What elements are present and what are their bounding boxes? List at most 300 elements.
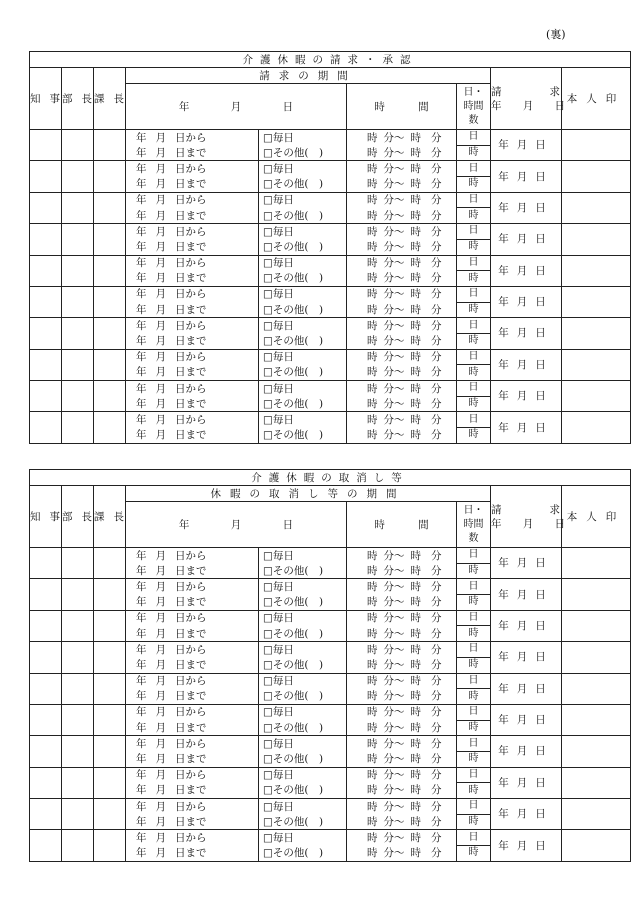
seal-field[interactable] <box>562 286 631 317</box>
request-date-field[interactable]: 年月日 <box>491 224 562 255</box>
other-checkbox[interactable]: □その他( ) <box>259 720 347 736</box>
approver-stamp-governor[interactable] <box>30 192 62 223</box>
unit-hour-field[interactable]: 時 <box>457 751 491 767</box>
seal-field[interactable] <box>562 704 631 735</box>
unit-hour-field[interactable]: 時 <box>457 783 491 799</box>
daily-checkbox[interactable]: □毎日 <box>259 673 347 689</box>
unit-day-field[interactable]: 日 <box>457 736 491 752</box>
seal-header: 本人印 <box>562 68 631 130</box>
request-date-field[interactable]: 年月日 <box>491 579 562 610</box>
other-checkbox[interactable]: □その他( ) <box>259 271 347 287</box>
seal-field[interactable] <box>562 130 631 161</box>
time-from-field[interactable]: 時 分～ 時 分 <box>347 642 457 658</box>
to-date-field[interactable]: 年 月 日まで <box>126 846 259 862</box>
approver-stamp-governor[interactable] <box>30 548 62 579</box>
from-date-field[interactable]: 年 月 日から <box>126 799 259 815</box>
approver-director: 部長 <box>62 486 94 548</box>
to-date-field[interactable]: 年 月 日まで <box>126 689 259 705</box>
approver-stamp-director[interactable] <box>62 704 94 735</box>
unit-hour-field[interactable]: 時 <box>457 720 491 736</box>
approver-stamp-governor[interactable] <box>30 224 62 255</box>
unit-hour-field[interactable]: 時 <box>457 333 491 349</box>
from-date-field[interactable]: 年 月 日から <box>126 286 259 302</box>
unit-day-field[interactable]: 日 <box>457 767 491 783</box>
table-row <box>30 412 631 428</box>
unit-day-field[interactable]: 日 <box>457 130 491 146</box>
unit-day-field[interactable]: 日 <box>457 799 491 815</box>
other-checkbox[interactable]: □その他( ) <box>259 302 347 318</box>
time-from-field[interactable]: 時 分～ 時 分 <box>347 610 457 626</box>
unit-hour-field[interactable]: 時 <box>457 208 491 224</box>
other-checkbox[interactable]: □その他( ) <box>259 689 347 705</box>
approver-stamp-manager[interactable] <box>94 799 126 830</box>
approver-stamp-governor[interactable] <box>30 412 62 443</box>
daily-checkbox[interactable]: □毎日 <box>259 548 347 564</box>
time-from-field[interactable]: 時 分～ 時 分 <box>347 412 457 428</box>
time-from-field[interactable]: 時 分～ 時 分 <box>347 381 457 397</box>
time-from-field[interactable]: 時 分～ 時 分 <box>347 255 457 271</box>
time-to-field[interactable]: 時 分～ 時 分 <box>347 428 457 444</box>
approver-stamp-governor[interactable] <box>30 579 62 610</box>
request-date-field[interactable]: 年月日 <box>491 255 562 286</box>
request-date-field[interactable]: 年月日 <box>491 642 562 673</box>
table-row <box>30 767 631 783</box>
unit-day-field[interactable]: 日 <box>457 673 491 689</box>
unit-day-field[interactable]: 日 <box>457 161 491 177</box>
approver-governor: 知事 <box>30 486 62 548</box>
unit-day-field[interactable]: 日 <box>457 349 491 365</box>
care-leave-request-table <box>29 51 631 444</box>
unit-day-field[interactable]: 日 <box>457 548 491 564</box>
table-row <box>30 579 631 595</box>
care-leave-cancel-table <box>29 469 631 862</box>
table-row <box>30 736 631 752</box>
time-from-field[interactable]: 時 分～ 時 分 <box>347 736 457 752</box>
unit-hour-field[interactable]: 時 <box>457 145 491 161</box>
time-to-field[interactable]: 時 分～ 時 分 <box>347 563 457 579</box>
from-date-field[interactable]: 年 月 日から <box>126 255 259 271</box>
unit-hour-field[interactable]: 時 <box>457 177 491 193</box>
time-from-field[interactable]: 時 分～ 時 分 <box>347 161 457 177</box>
time-from-field[interactable]: 時 分～ 時 分 <box>347 349 457 365</box>
approver-stamp-manager[interactable] <box>94 349 126 380</box>
time-to-field[interactable]: 時 分～ 時 分 <box>347 595 457 611</box>
to-date-field[interactable]: 年 月 日まで <box>126 657 259 673</box>
table-row <box>30 673 631 689</box>
time-to-field[interactable]: 時 分～ 時 分 <box>347 365 457 381</box>
from-date-field[interactable]: 年 月 日から <box>126 548 259 564</box>
approver-stamp-manager[interactable] <box>94 412 126 443</box>
request-date-field[interactable]: 年月日 <box>491 161 562 192</box>
seal-field[interactable] <box>562 548 631 579</box>
seal-field[interactable] <box>562 224 631 255</box>
daily-checkbox[interactable]: □毎日 <box>259 161 347 177</box>
approver-stamp-manager[interactable] <box>94 579 126 610</box>
to-date-field[interactable]: 年 月 日まで <box>126 145 259 161</box>
unit-day-field[interactable]: 日 <box>457 830 491 846</box>
unit-hour-field[interactable]: 時 <box>457 626 491 642</box>
time-to-field[interactable]: 時 分～ 時 分 <box>347 239 457 255</box>
approver-stamp-director[interactable] <box>62 610 94 641</box>
other-checkbox[interactable]: □その他( ) <box>259 846 347 862</box>
unit-day-field[interactable]: 日 <box>457 224 491 240</box>
time-from-field[interactable]: 時 分～ 時 分 <box>347 318 457 334</box>
other-checkbox[interactable]: □その他( ) <box>259 563 347 579</box>
to-date-field[interactable]: 年 月 日まで <box>126 814 259 830</box>
request-date-field[interactable]: 年月日 <box>491 412 562 443</box>
approver-stamp-manager[interactable] <box>94 610 126 641</box>
approver-stamp-director[interactable] <box>62 548 94 579</box>
approver-stamp-manager[interactable] <box>94 381 126 412</box>
approver-stamp-governor[interactable] <box>30 318 62 349</box>
approver-stamp-director[interactable] <box>62 381 94 412</box>
request-date-header: 請 求 年 月 日 <box>491 486 562 548</box>
unit-day-field[interactable]: 日 <box>457 642 491 658</box>
approver-stamp-director[interactable] <box>62 161 94 192</box>
daily-checkbox[interactable]: □毎日 <box>259 579 347 595</box>
unit-hour-field[interactable]: 時 <box>457 365 491 381</box>
request-date-field[interactable]: 年月日 <box>491 704 562 735</box>
table-row <box>30 610 631 626</box>
from-date-field[interactable]: 年 月 日から <box>126 673 259 689</box>
seal-header: 本人印 <box>562 486 631 548</box>
date-column-header: 年 月 日 <box>126 502 347 548</box>
daily-checkbox[interactable]: □毎日 <box>259 642 347 658</box>
approver-stamp-director[interactable] <box>62 349 94 380</box>
approver-stamp-governor[interactable] <box>30 704 62 735</box>
approver-stamp-director[interactable] <box>62 799 94 830</box>
other-checkbox[interactable]: □その他( ) <box>259 595 347 611</box>
time-to-field[interactable]: 時 分～ 時 分 <box>347 396 457 412</box>
approver-stamp-director[interactable] <box>62 224 94 255</box>
other-checkbox[interactable]: □その他( ) <box>259 783 347 799</box>
time-to-field[interactable]: 時 分～ 時 分 <box>347 689 457 705</box>
seal-field[interactable] <box>562 673 631 704</box>
daily-checkbox[interactable]: □毎日 <box>259 610 347 626</box>
table-row <box>30 830 631 846</box>
approver-stamp-director[interactable] <box>62 579 94 610</box>
request-date-field[interactable]: 年月日 <box>491 767 562 798</box>
time-to-field[interactable]: 時 分～ 時 分 <box>347 657 457 673</box>
request-date-field[interactable]: 年月日 <box>491 610 562 641</box>
daily-checkbox[interactable]: □毎日 <box>259 224 347 240</box>
approver-stamp-manager[interactable] <box>94 673 126 704</box>
seal-field[interactable] <box>562 642 631 673</box>
approver-stamp-governor[interactable] <box>30 673 62 704</box>
daily-checkbox[interactable]: □毎日 <box>259 799 347 815</box>
other-checkbox[interactable]: □その他( ) <box>259 208 347 224</box>
approver-stamp-director[interactable] <box>62 192 94 223</box>
to-date-field[interactable]: 年 月 日まで <box>126 208 259 224</box>
to-date-field[interactable]: 年 月 日まで <box>126 751 259 767</box>
approver-stamp-manager[interactable] <box>94 224 126 255</box>
approver-stamp-director[interactable] <box>62 130 94 161</box>
other-checkbox[interactable]: □その他( ) <box>259 239 347 255</box>
approver-stamp-manager[interactable] <box>94 830 126 861</box>
request-date-field[interactable]: 年月日 <box>491 830 562 861</box>
time-column-header: 時 間 <box>347 502 457 548</box>
from-date-field[interactable]: 年 月 日から <box>126 412 259 428</box>
unit-column-header: 日・ 時間 数 <box>457 502 491 548</box>
daily-checkbox[interactable]: □毎日 <box>259 255 347 271</box>
time-to-field[interactable]: 時 分～ 時 分 <box>347 145 457 161</box>
table-row <box>30 642 631 658</box>
to-date-field[interactable]: 年 月 日まで <box>126 271 259 287</box>
time-to-field[interactable]: 時 分～ 時 分 <box>347 720 457 736</box>
unit-column-header: 日・ 時間 数 <box>457 84 491 130</box>
date-column-header: 年 月 日 <box>126 84 347 130</box>
other-checkbox[interactable]: □その他( ) <box>259 365 347 381</box>
time-from-field[interactable]: 時 分～ 時 分 <box>347 548 457 564</box>
time-from-field[interactable]: 時 分～ 時 分 <box>347 130 457 146</box>
to-date-field[interactable]: 年 月 日まで <box>126 239 259 255</box>
unit-day-field[interactable]: 日 <box>457 286 491 302</box>
from-date-field[interactable]: 年 月 日から <box>126 579 259 595</box>
from-date-field[interactable]: 年 月 日から <box>126 736 259 752</box>
request-date-field[interactable]: 年月日 <box>491 349 562 380</box>
from-date-field[interactable]: 年 月 日から <box>126 318 259 334</box>
daily-checkbox[interactable]: □毎日 <box>259 130 347 146</box>
approver-stamp-governor[interactable] <box>30 381 62 412</box>
daily-checkbox[interactable]: □毎日 <box>259 381 347 397</box>
approver-stamp-manager[interactable] <box>94 255 126 286</box>
seal-field[interactable] <box>562 767 631 798</box>
from-date-field[interactable]: 年 月 日から <box>126 704 259 720</box>
approver-governor: 知事 <box>30 68 62 130</box>
unit-hour-field[interactable]: 時 <box>457 814 491 830</box>
approver-stamp-manager[interactable] <box>94 130 126 161</box>
other-checkbox[interactable]: □その他( ) <box>259 333 347 349</box>
approver-stamp-director[interactable] <box>62 286 94 317</box>
approver-stamp-director[interactable] <box>62 255 94 286</box>
unit-hour-field[interactable]: 時 <box>457 271 491 287</box>
unit-day-field[interactable]: 日 <box>457 192 491 208</box>
other-checkbox[interactable]: □その他( ) <box>259 177 347 193</box>
time-from-field[interactable]: 時 分～ 時 分 <box>347 830 457 846</box>
to-date-field[interactable]: 年 月 日まで <box>126 563 259 579</box>
time-to-field[interactable]: 時 分～ 時 分 <box>347 783 457 799</box>
daily-checkbox[interactable]: □毎日 <box>259 349 347 365</box>
daily-checkbox[interactable]: □毎日 <box>259 830 347 846</box>
time-from-field[interactable]: 時 分～ 時 分 <box>347 673 457 689</box>
table-row <box>30 192 631 208</box>
to-date-field[interactable]: 年 月 日まで <box>126 428 259 444</box>
time-to-field[interactable]: 時 分～ 時 分 <box>347 177 457 193</box>
other-checkbox[interactable]: □その他( ) <box>259 814 347 830</box>
approver-stamp-director[interactable] <box>62 830 94 861</box>
approver-stamp-manager[interactable] <box>94 704 126 735</box>
table-row <box>30 704 631 720</box>
daily-checkbox[interactable]: □毎日 <box>259 736 347 752</box>
to-date-field[interactable]: 年 月 日まで <box>126 595 259 611</box>
unit-hour-field[interactable]: 時 <box>457 428 491 444</box>
approver-stamp-governor[interactable] <box>30 130 62 161</box>
approver-stamp-governor[interactable] <box>30 161 62 192</box>
seal-field[interactable] <box>562 161 631 192</box>
time-to-field[interactable]: 時 分～ 時 分 <box>347 846 457 862</box>
approver-stamp-manager[interactable] <box>94 548 126 579</box>
approver-stamp-director[interactable] <box>62 736 94 767</box>
other-checkbox[interactable]: □その他( ) <box>259 145 347 161</box>
time-from-field[interactable]: 時 分～ 時 分 <box>347 192 457 208</box>
approver-stamp-governor[interactable] <box>30 610 62 641</box>
request-date-field[interactable]: 年月日 <box>491 548 562 579</box>
request-date-field[interactable]: 年月日 <box>491 318 562 349</box>
to-date-field[interactable]: 年 月 日まで <box>126 396 259 412</box>
unit-hour-field[interactable]: 時 <box>457 396 491 412</box>
seal-field[interactable] <box>562 799 631 830</box>
approver-stamp-director[interactable] <box>62 767 94 798</box>
time-column-header: 時 間 <box>347 84 457 130</box>
from-date-field[interactable]: 年 月 日から <box>126 642 259 658</box>
from-date-field[interactable]: 年 月 日から <box>126 192 259 208</box>
from-date-field[interactable]: 年 月 日から <box>126 130 259 146</box>
other-checkbox[interactable]: □その他( ) <box>259 751 347 767</box>
daily-checkbox[interactable]: □毎日 <box>259 318 347 334</box>
seal-field[interactable] <box>562 349 631 380</box>
table-row <box>30 286 631 302</box>
approver-stamp-governor[interactable] <box>30 286 62 317</box>
unit-hour-field[interactable]: 時 <box>457 689 491 705</box>
seal-field[interactable] <box>562 381 631 412</box>
page-side-label: (裏) <box>546 28 566 41</box>
approver-stamp-manager[interactable] <box>94 318 126 349</box>
to-date-field[interactable]: 年 月 日まで <box>126 177 259 193</box>
unit-day-field[interactable]: 日 <box>457 579 491 595</box>
unit-hour-field[interactable]: 時 <box>457 563 491 579</box>
table-row <box>30 161 631 177</box>
request-date-field[interactable]: 年月日 <box>491 130 562 161</box>
approver-stamp-governor[interactable] <box>30 767 62 798</box>
time-from-field[interactable]: 時 分～ 時 分 <box>347 224 457 240</box>
time-to-field[interactable]: 時 分～ 時 分 <box>347 302 457 318</box>
unit-day-field[interactable]: 日 <box>457 255 491 271</box>
time-from-field[interactable]: 時 分～ 時 分 <box>347 286 457 302</box>
seal-field[interactable] <box>562 412 631 443</box>
unit-hour-field[interactable]: 時 <box>457 239 491 255</box>
table-row <box>30 548 631 564</box>
seal-field[interactable] <box>562 318 631 349</box>
unit-hour-field[interactable]: 時 <box>457 302 491 318</box>
approver-stamp-manager[interactable] <box>94 192 126 223</box>
time-to-field[interactable]: 時 分～ 時 分 <box>347 814 457 830</box>
from-date-field[interactable]: 年 月 日から <box>126 830 259 846</box>
table-row <box>30 224 631 240</box>
form-title: 介護休暇の請求・承認 <box>30 52 631 68</box>
form-title: 介護休暇の取消し等 <box>30 470 631 486</box>
unit-hour-field[interactable]: 時 <box>457 846 491 862</box>
unit-day-field[interactable]: 日 <box>457 412 491 428</box>
from-date-field[interactable]: 年 月 日から <box>126 224 259 240</box>
approver-stamp-director[interactable] <box>62 318 94 349</box>
approver-stamp-governor[interactable] <box>30 736 62 767</box>
seal-field[interactable] <box>562 255 631 286</box>
approver-stamp-governor[interactable] <box>30 349 62 380</box>
seal-field[interactable] <box>562 610 631 641</box>
table-row <box>30 799 631 815</box>
time-to-field[interactable]: 時 分～ 時 分 <box>347 333 457 349</box>
from-date-field[interactable]: 年 月 日から <box>126 610 259 626</box>
table-row <box>30 130 631 146</box>
request-date-field[interactable]: 年月日 <box>491 286 562 317</box>
other-checkbox[interactable]: □その他( ) <box>259 626 347 642</box>
table-row <box>30 255 631 271</box>
daily-checkbox[interactable]: □毎日 <box>259 704 347 720</box>
daily-checkbox[interactable]: □毎日 <box>259 412 347 428</box>
seal-field[interactable] <box>562 830 631 861</box>
request-date-field[interactable]: 年月日 <box>491 799 562 830</box>
approver-stamp-manager[interactable] <box>94 642 126 673</box>
approver-stamp-director[interactable] <box>62 412 94 443</box>
from-date-field[interactable]: 年 月 日から <box>126 381 259 397</box>
from-date-field[interactable]: 年 月 日から <box>126 161 259 177</box>
table-row <box>30 318 631 334</box>
daily-checkbox[interactable]: □毎日 <box>259 192 347 208</box>
unit-day-field[interactable]: 日 <box>457 610 491 626</box>
time-from-field[interactable]: 時 分～ 時 分 <box>347 704 457 720</box>
unit-hour-field[interactable]: 時 <box>457 657 491 673</box>
request-date-field[interactable]: 年月日 <box>491 673 562 704</box>
request-date-field[interactable]: 年月日 <box>491 192 562 223</box>
to-date-field[interactable]: 年 月 日まで <box>126 365 259 381</box>
time-to-field[interactable]: 時 分～ 時 分 <box>347 751 457 767</box>
approver-stamp-governor[interactable] <box>30 799 62 830</box>
from-date-field[interactable]: 年 月 日から <box>126 767 259 783</box>
approver-stamp-manager[interactable] <box>94 767 126 798</box>
time-from-field[interactable]: 時 分～ 時 分 <box>347 767 457 783</box>
daily-checkbox[interactable]: □毎日 <box>259 286 347 302</box>
request-date-field[interactable]: 年月日 <box>491 736 562 767</box>
approver-manager: 課長 <box>94 68 126 130</box>
unit-day-field[interactable]: 日 <box>457 381 491 397</box>
time-to-field[interactable]: 時 分～ 時 分 <box>347 271 457 287</box>
other-checkbox[interactable]: □その他( ) <box>259 657 347 673</box>
seal-field[interactable] <box>562 579 631 610</box>
to-date-field[interactable]: 年 月 日まで <box>126 333 259 349</box>
time-from-field[interactable]: 時 分～ 時 分 <box>347 799 457 815</box>
approver-stamp-manager[interactable] <box>94 161 126 192</box>
other-checkbox[interactable]: □その他( ) <box>259 428 347 444</box>
approver-stamp-manager[interactable] <box>94 286 126 317</box>
table-row <box>30 349 631 365</box>
to-date-field[interactable]: 年 月 日まで <box>126 302 259 318</box>
approver-stamp-governor[interactable] <box>30 642 62 673</box>
to-date-field[interactable]: 年 月 日まで <box>126 783 259 799</box>
daily-checkbox[interactable]: □毎日 <box>259 767 347 783</box>
time-from-field[interactable]: 時 分～ 時 分 <box>347 579 457 595</box>
request-date-field[interactable]: 年月日 <box>491 381 562 412</box>
table-row <box>30 381 631 397</box>
unit-day-field[interactable]: 日 <box>457 318 491 334</box>
to-date-field[interactable]: 年 月 日まで <box>126 720 259 736</box>
approver-director: 部長 <box>62 68 94 130</box>
approver-stamp-governor[interactable] <box>30 255 62 286</box>
approver-stamp-director[interactable] <box>62 642 94 673</box>
other-checkbox[interactable]: □その他( ) <box>259 396 347 412</box>
time-to-field[interactable]: 時 分～ 時 分 <box>347 208 457 224</box>
approver-stamp-manager[interactable] <box>94 736 126 767</box>
request-date-header: 請 求 年 月 日 <box>491 68 562 130</box>
unit-day-field[interactable]: 日 <box>457 704 491 720</box>
approver-stamp-governor[interactable] <box>30 830 62 861</box>
unit-hour-field[interactable]: 時 <box>457 595 491 611</box>
seal-field[interactable] <box>562 192 631 223</box>
seal-field[interactable] <box>562 736 631 767</box>
approver-stamp-director[interactable] <box>62 673 94 704</box>
from-date-field[interactable]: 年 月 日から <box>126 349 259 365</box>
time-to-field[interactable]: 時 分～ 時 分 <box>347 626 457 642</box>
to-date-field[interactable]: 年 月 日まで <box>126 626 259 642</box>
